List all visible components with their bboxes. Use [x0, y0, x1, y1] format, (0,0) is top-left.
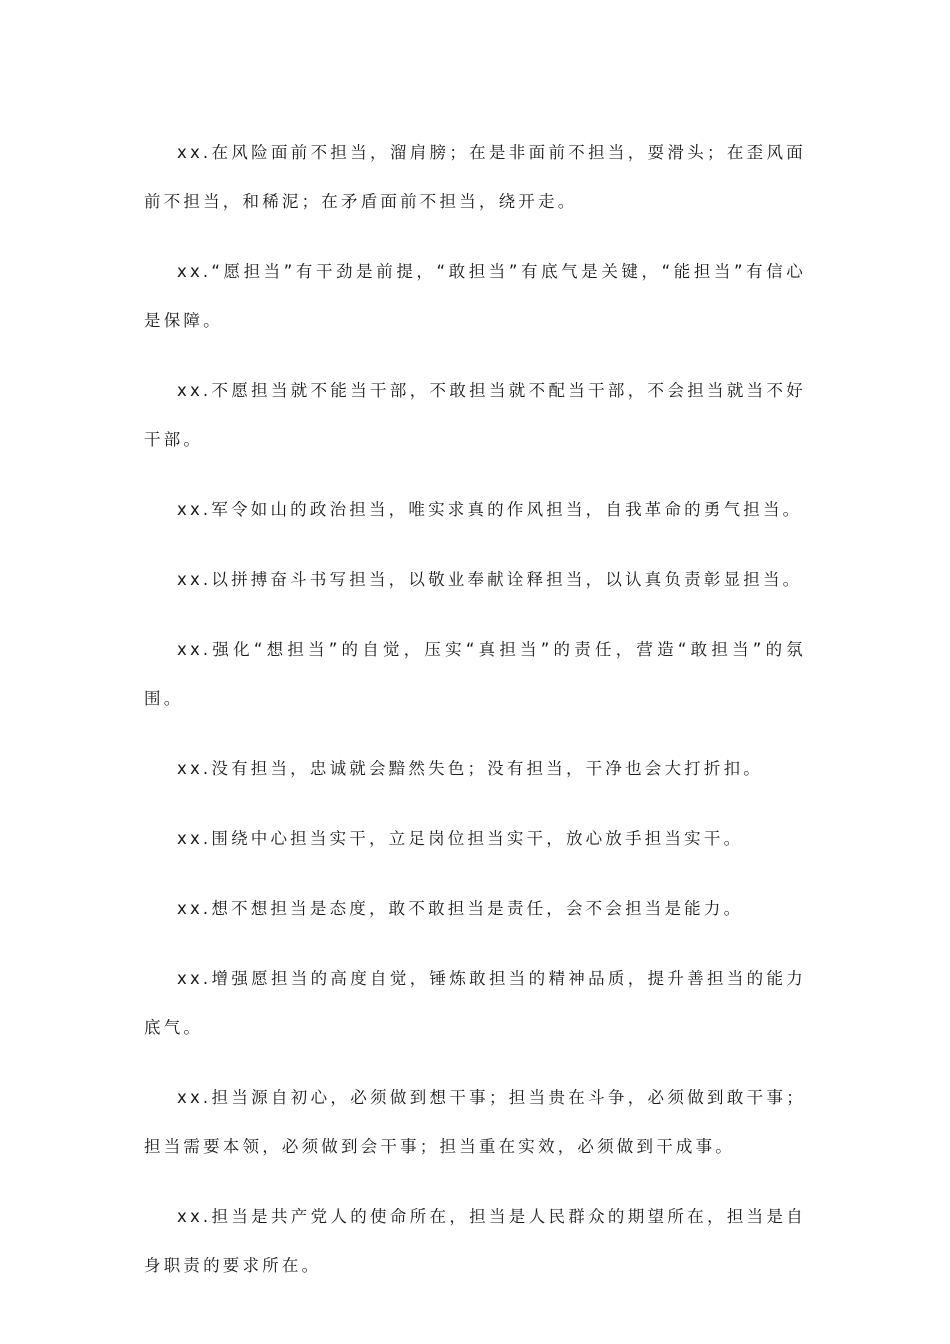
paragraph-11: xx.担当源自初心，必须做到想干事；担当贵在斗争，必须做到敢干事；担当需要本领，必须做到会干事；担当重在实效，必须做到干成事。: [144, 1088, 806, 1156]
paragraph-12: xx.担当是共产党人的使命所在，担当是人民群众的期望所在，担当是自身职责的要求所在。: [144, 1207, 806, 1275]
document-body: [144, 128, 806, 1311]
paragraph-6: xx.强化“想担当”的自觉，压实“真担当”的责任，营造“敢担当”的氛围。: [144, 640, 806, 708]
paragraph-9: xx.想不想担当是态度，敢不敢担当是责任，会不会担当是能力。: [177, 899, 744, 918]
paragraph-7: xx.没有担当，忠诚就会黯然失色；没有担当，干净也会大打折扣。: [177, 759, 763, 778]
paragraph-10: xx.增强愿担当的高度自觉，锤炼敢担当的精神品质，提升善担当的能力底气。: [144, 969, 806, 1037]
paragraph-2: xx.“愿担当”有干劲是前提，“敢担当”有底气是关键，“能担当”有信心是保障。: [144, 262, 806, 330]
paragraph-1: xx.在风险面前不担当，溜肩膀；在是非面前不担当，耍滑头；在歪风面前不担当，和稀泥；在矛盾面前不担当，绕开走。: [144, 143, 806, 211]
paragraph-4: xx.军令如山的政治担当，唯实求真的作风担当，自我革命的勇气担当。: [177, 500, 803, 519]
paragraph-3: xx.不愿担当就不能当干部，不敢担当就不配当干部，不会担当就当不好干部。: [144, 381, 806, 449]
paragraph-8: xx.围绕中心担当实干，立足岗位担当实干，放心放手担当实干。: [177, 829, 744, 848]
paragraph-5: xx.以拼搏奋斗书写担当，以敬业奉献诠释担当，以认真负责彰显担当。: [177, 570, 803, 589]
